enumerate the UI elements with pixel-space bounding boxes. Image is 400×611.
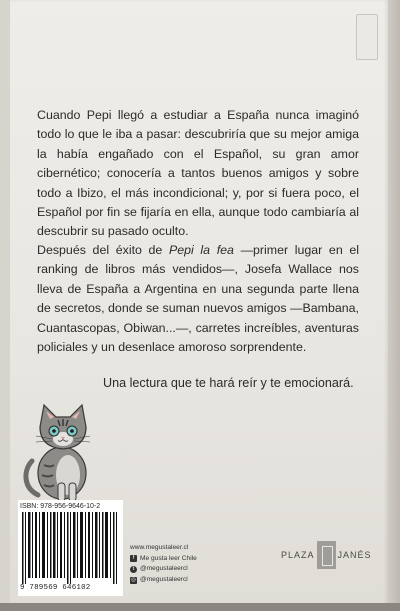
facebook-handle[interactable]: Me gusta leer Chile xyxy=(140,554,197,562)
publisher-emblem-icon xyxy=(317,541,336,569)
cover-right-edge xyxy=(388,0,400,611)
instagram-icon: ◎ xyxy=(131,576,136,583)
paragraph-2-body: —primer lugar en el ranking de libros más vendidos—, Josefa Wallace nos lleva de España a Argentina en una segunda parte llena de secretos, donde se suman nuevos amigos —Bambana, Cuantascopas, Obiwan...—, carretes increíbles, aventuras policiales y un desenlace amoroso sorprendente. xyxy=(37,243,360,355)
sticker-outline xyxy=(356,14,378,60)
publisher-contact xyxy=(130,543,197,585)
blurb-paragraph-2 xyxy=(37,241,359,357)
facebook-icon: f xyxy=(130,555,137,562)
instagram-handle[interactable]: @megustaleercl xyxy=(140,575,188,583)
website-link[interactable]: www.megustaleer.cl xyxy=(130,544,189,551)
isbn-label: ISBN: 978-956-9646-10-2 xyxy=(20,503,101,510)
cover-left-edge xyxy=(0,0,10,611)
publisher-name-left: PLAZA xyxy=(281,550,315,560)
instagram-row xyxy=(130,575,197,586)
twitter-row xyxy=(130,564,197,575)
book-title-reference: Pepi la fea xyxy=(168,243,234,257)
barcode-digits: 9 789569 646102 xyxy=(20,584,91,592)
publisher-name-right: JANÉS xyxy=(337,550,372,560)
facebook-row xyxy=(130,554,197,565)
surface-below-book xyxy=(0,603,400,611)
blurb-paragraph-1-text: Cuando Pepi llegó a estudiar a España nunca imaginó todo lo que le iba a pasar: descubriría que su mejor amiga la había engañado con el Español, su gran amor cibernético; conocería a tantos buenos amigos y sobre todo a Ibizo, el más incondicional; y, por si fuera poco, el Español por fin se fijaría en ella, aunque todo cambiaría al descubrir su pasado oculto. xyxy=(37,108,359,239)
barcode xyxy=(22,512,120,584)
blurb-paragraph-1 xyxy=(37,106,359,242)
blurb-paragraph-2-text xyxy=(37,241,359,357)
twitter-handle[interactable]: @megustaleercl xyxy=(140,565,188,573)
publisher-logo xyxy=(281,541,372,569)
twitter-icon: t xyxy=(130,566,137,573)
closing-tagline: Una lectura que te hará reír y te emocionará. xyxy=(103,376,354,390)
cat-illustration xyxy=(18,383,108,503)
website-row xyxy=(130,543,197,554)
paragraph-2-intro: Después del éxito de xyxy=(37,243,169,257)
